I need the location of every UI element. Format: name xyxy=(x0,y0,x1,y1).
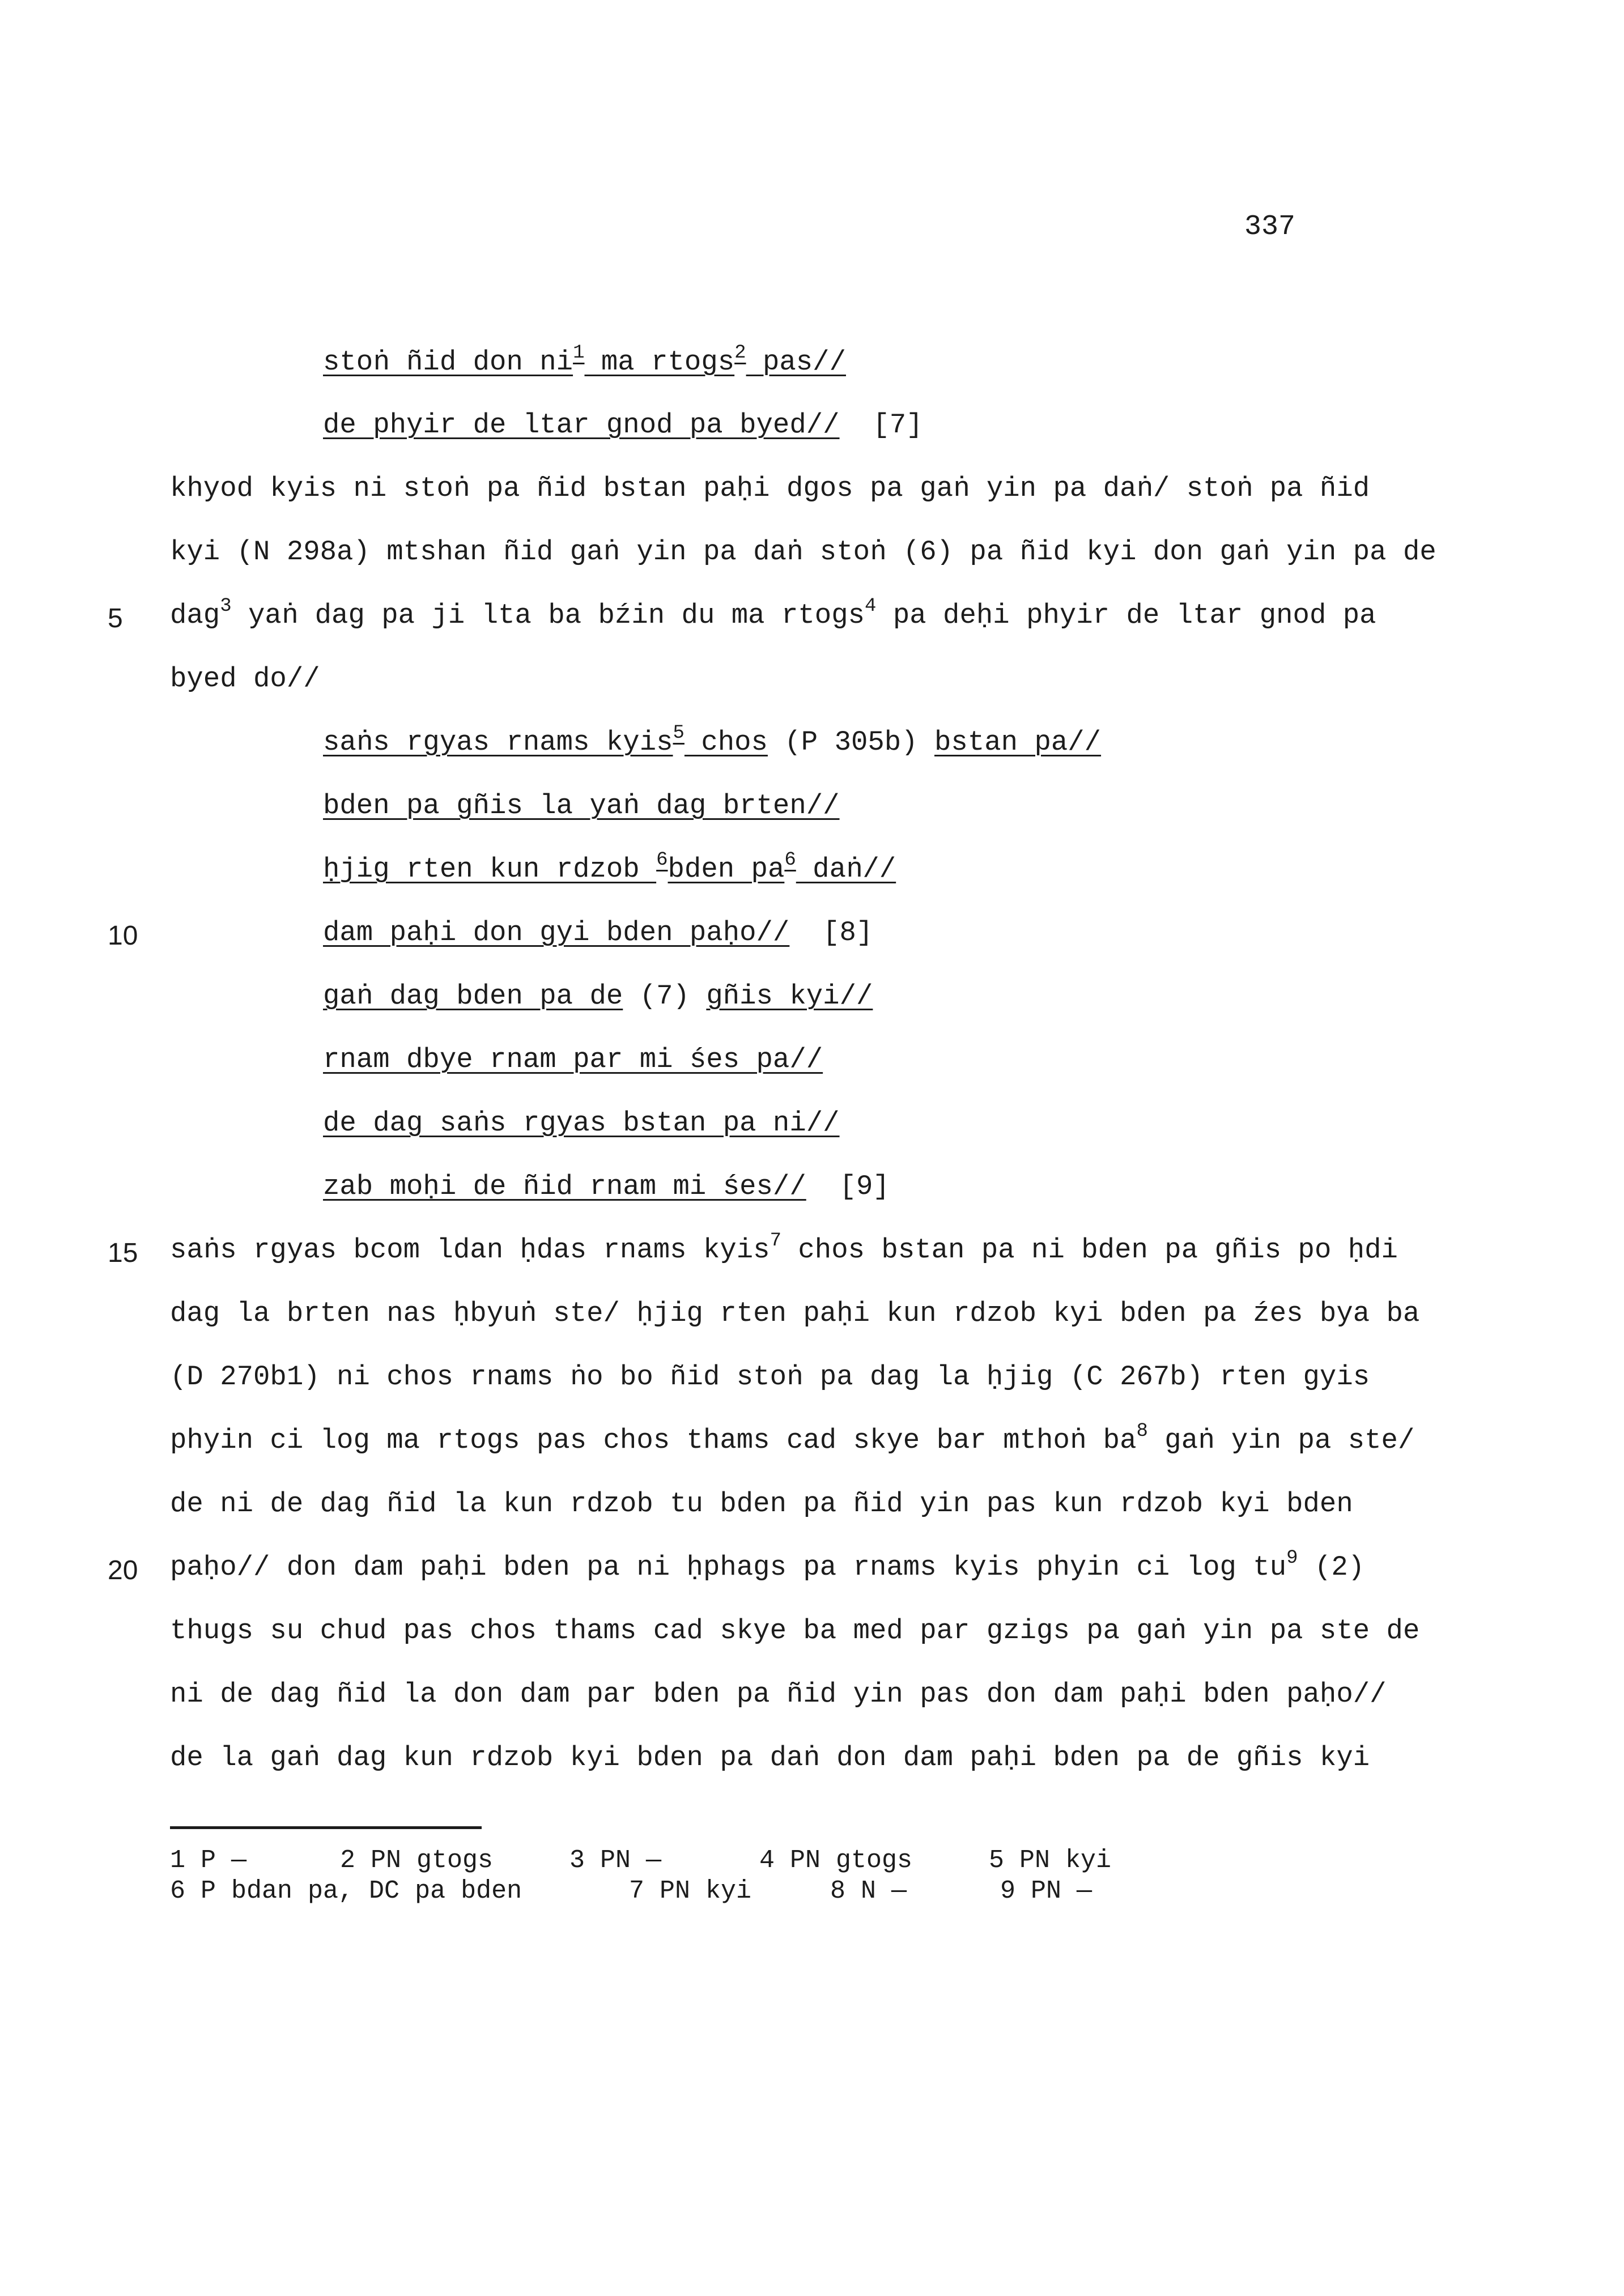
text-segment: ni de dag ñid la don dam par bden pa ñid yin pas don dam paḥi bden paḥo// xyxy=(170,1678,1387,1710)
text-segment: pa deḥi phyir de ltar gnod pa xyxy=(876,599,1376,631)
text-segment: chos bstan pa ni bden pa gñis po ḥdi xyxy=(781,1234,1398,1266)
text-segment: daṅ// xyxy=(796,853,896,885)
footnote-marker: 7 xyxy=(770,1230,781,1252)
verse-line xyxy=(323,342,846,378)
text-segment: de ni de dag ñid la kun rdzob tu bden pa ñid yin pas kun rdzob kyi bden xyxy=(170,1488,1353,1520)
prose-line xyxy=(170,1363,1370,1391)
footnote: 5 PN kyi xyxy=(989,1846,1112,1875)
verse-line xyxy=(323,792,840,820)
footnote: 3 PN — xyxy=(569,1846,662,1875)
prose-line xyxy=(170,1300,1419,1328)
text-segment: zab moḥi de ñid rnam mi śes// xyxy=(323,1171,806,1202)
footnote-marker: 6 xyxy=(656,849,668,871)
text-segment: khyod kyis ni stoṅ pa ñid bstan paḥi dgos pa gaṅ yin pa daṅ/ stoṅ pa ñid xyxy=(170,473,1370,504)
text-segment: dam paḥi don gyi bden paḥo// xyxy=(323,917,790,949)
prose-line xyxy=(170,475,1370,503)
prose-line xyxy=(170,1744,1370,1772)
footnote-marker: 9 xyxy=(1286,1547,1298,1569)
verse-line xyxy=(323,1046,823,1074)
text-segment: saṅs rgyas bcom ldan ḥdas rnams kyis xyxy=(170,1234,770,1266)
prose-line xyxy=(170,1230,1398,1266)
text-segment: dag xyxy=(170,599,220,631)
prose-line xyxy=(170,1420,1415,1456)
text-segment: (P 305b) xyxy=(767,726,935,758)
text-segment: ma rtogs xyxy=(584,346,735,378)
text-segment: gaṅ yin pa ste/ xyxy=(1147,1425,1415,1456)
prose-line xyxy=(170,595,1376,631)
text-segment: ḥjig rten kun rdzob xyxy=(323,853,657,885)
text-segment: stoṅ ñid don ni xyxy=(323,346,573,378)
text-segment: gñis kyi// xyxy=(706,980,873,1012)
verse-line xyxy=(323,919,873,947)
verse-line xyxy=(323,1173,890,1201)
text-segment: saṅs rgyas rnams kyis xyxy=(323,726,673,758)
text-segment: (D 270b1) ni chos rnams ṅo bo ñid stoṅ pa dag la ḥjig (C 267b) rten gyis xyxy=(170,1361,1370,1393)
verse-line xyxy=(323,980,873,1012)
prose-line xyxy=(170,1678,1387,1710)
prose-line xyxy=(170,538,1436,566)
text-segment: dag la brten nas ḥbyuṅ ste/ ḥjig rten paḥi kun rdzob kyi bden pa źes bya ba xyxy=(170,1298,1420,1329)
text-segment: kyi (N 298a) mtshan ñid gaṅ yin pa daṅ stoṅ (6) pa ñid kyi don gaṅ yin pa de xyxy=(170,536,1436,568)
footnote-marker: 5 xyxy=(673,722,685,744)
footnote: 1 P — xyxy=(170,1846,247,1875)
text-segment: paḥo// don dam paḥi bden pa ni ḥphags pa rnams kyis phyin ci log tu xyxy=(170,1551,1287,1583)
text-segment: chos xyxy=(684,726,768,758)
text-segment: bden pa xyxy=(668,853,785,885)
footnote-marker: 1 xyxy=(573,342,585,364)
text-segment: de la gaṅ dag kun rdzob kyi bden pa daṅ don dam paḥi bden pa de gñis kyi xyxy=(170,1742,1370,1774)
text-segment: gaṅ dag bden pa de xyxy=(323,980,623,1012)
footnote: 8 N — xyxy=(830,1877,907,1906)
footnote-marker: 4 xyxy=(865,595,877,617)
text-segment: de dag saṅs rgyas bstan pa ni// xyxy=(323,1107,840,1139)
text-segment: pas// xyxy=(746,346,846,378)
text-segment: [9] xyxy=(806,1171,890,1202)
text-segment: bstan pa// xyxy=(934,726,1102,758)
text-segment: rnam dbye rnam par mi śes pa// xyxy=(323,1044,823,1075)
text-segment: thugs su chud pas chos thams cad skye ba med par gzigs pa gaṅ yin pa ste de xyxy=(170,1615,1420,1647)
text-segment: de phyir de ltar gnod pa byed// xyxy=(323,409,840,441)
text-segment: byed do// xyxy=(170,663,320,695)
footnote: 7 PN kyi xyxy=(629,1877,752,1906)
line-number: 5 xyxy=(108,603,123,633)
text-segment: (7) xyxy=(623,980,707,1012)
footnote: 9 PN — xyxy=(1000,1877,1092,1906)
line-number: 15 xyxy=(108,1238,138,1268)
prose-line xyxy=(170,1617,1419,1645)
footnote-marker: 8 xyxy=(1136,1420,1148,1442)
verse-line xyxy=(323,722,1102,758)
footnote-divider xyxy=(170,1826,482,1829)
footnote: 6 P bdan pa, DC pa bden xyxy=(170,1877,522,1906)
footnote-marker: 3 xyxy=(220,595,232,617)
text-segment: [7] xyxy=(839,409,923,441)
prose-line xyxy=(170,1490,1353,1518)
verse-line xyxy=(323,849,896,885)
footnote-marker: 6 xyxy=(784,849,796,871)
text-segment: yaṅ dag pa ji lta ba bźin du ma rtogs xyxy=(231,599,865,631)
line-number: 10 xyxy=(108,921,138,951)
text-segment: [8] xyxy=(789,917,873,949)
line-number: 20 xyxy=(108,1555,138,1585)
text-segment: bden pa gñis la yaṅ dag brten// xyxy=(323,790,840,822)
footnote: 4 PN gtogs xyxy=(759,1846,913,1875)
prose-line xyxy=(170,665,320,693)
text-segment: phyin ci log ma rtogs pas chos thams cad skye bar mthoṅ ba xyxy=(170,1425,1137,1456)
footnote-marker: 2 xyxy=(734,342,746,364)
verse-line xyxy=(323,411,923,439)
text-segment: (2) xyxy=(1298,1551,1365,1583)
verse-line xyxy=(323,1109,840,1137)
footnote: 2 PN gtogs xyxy=(340,1846,494,1875)
page-number: 337 xyxy=(1244,211,1296,243)
prose-line xyxy=(170,1547,1365,1583)
